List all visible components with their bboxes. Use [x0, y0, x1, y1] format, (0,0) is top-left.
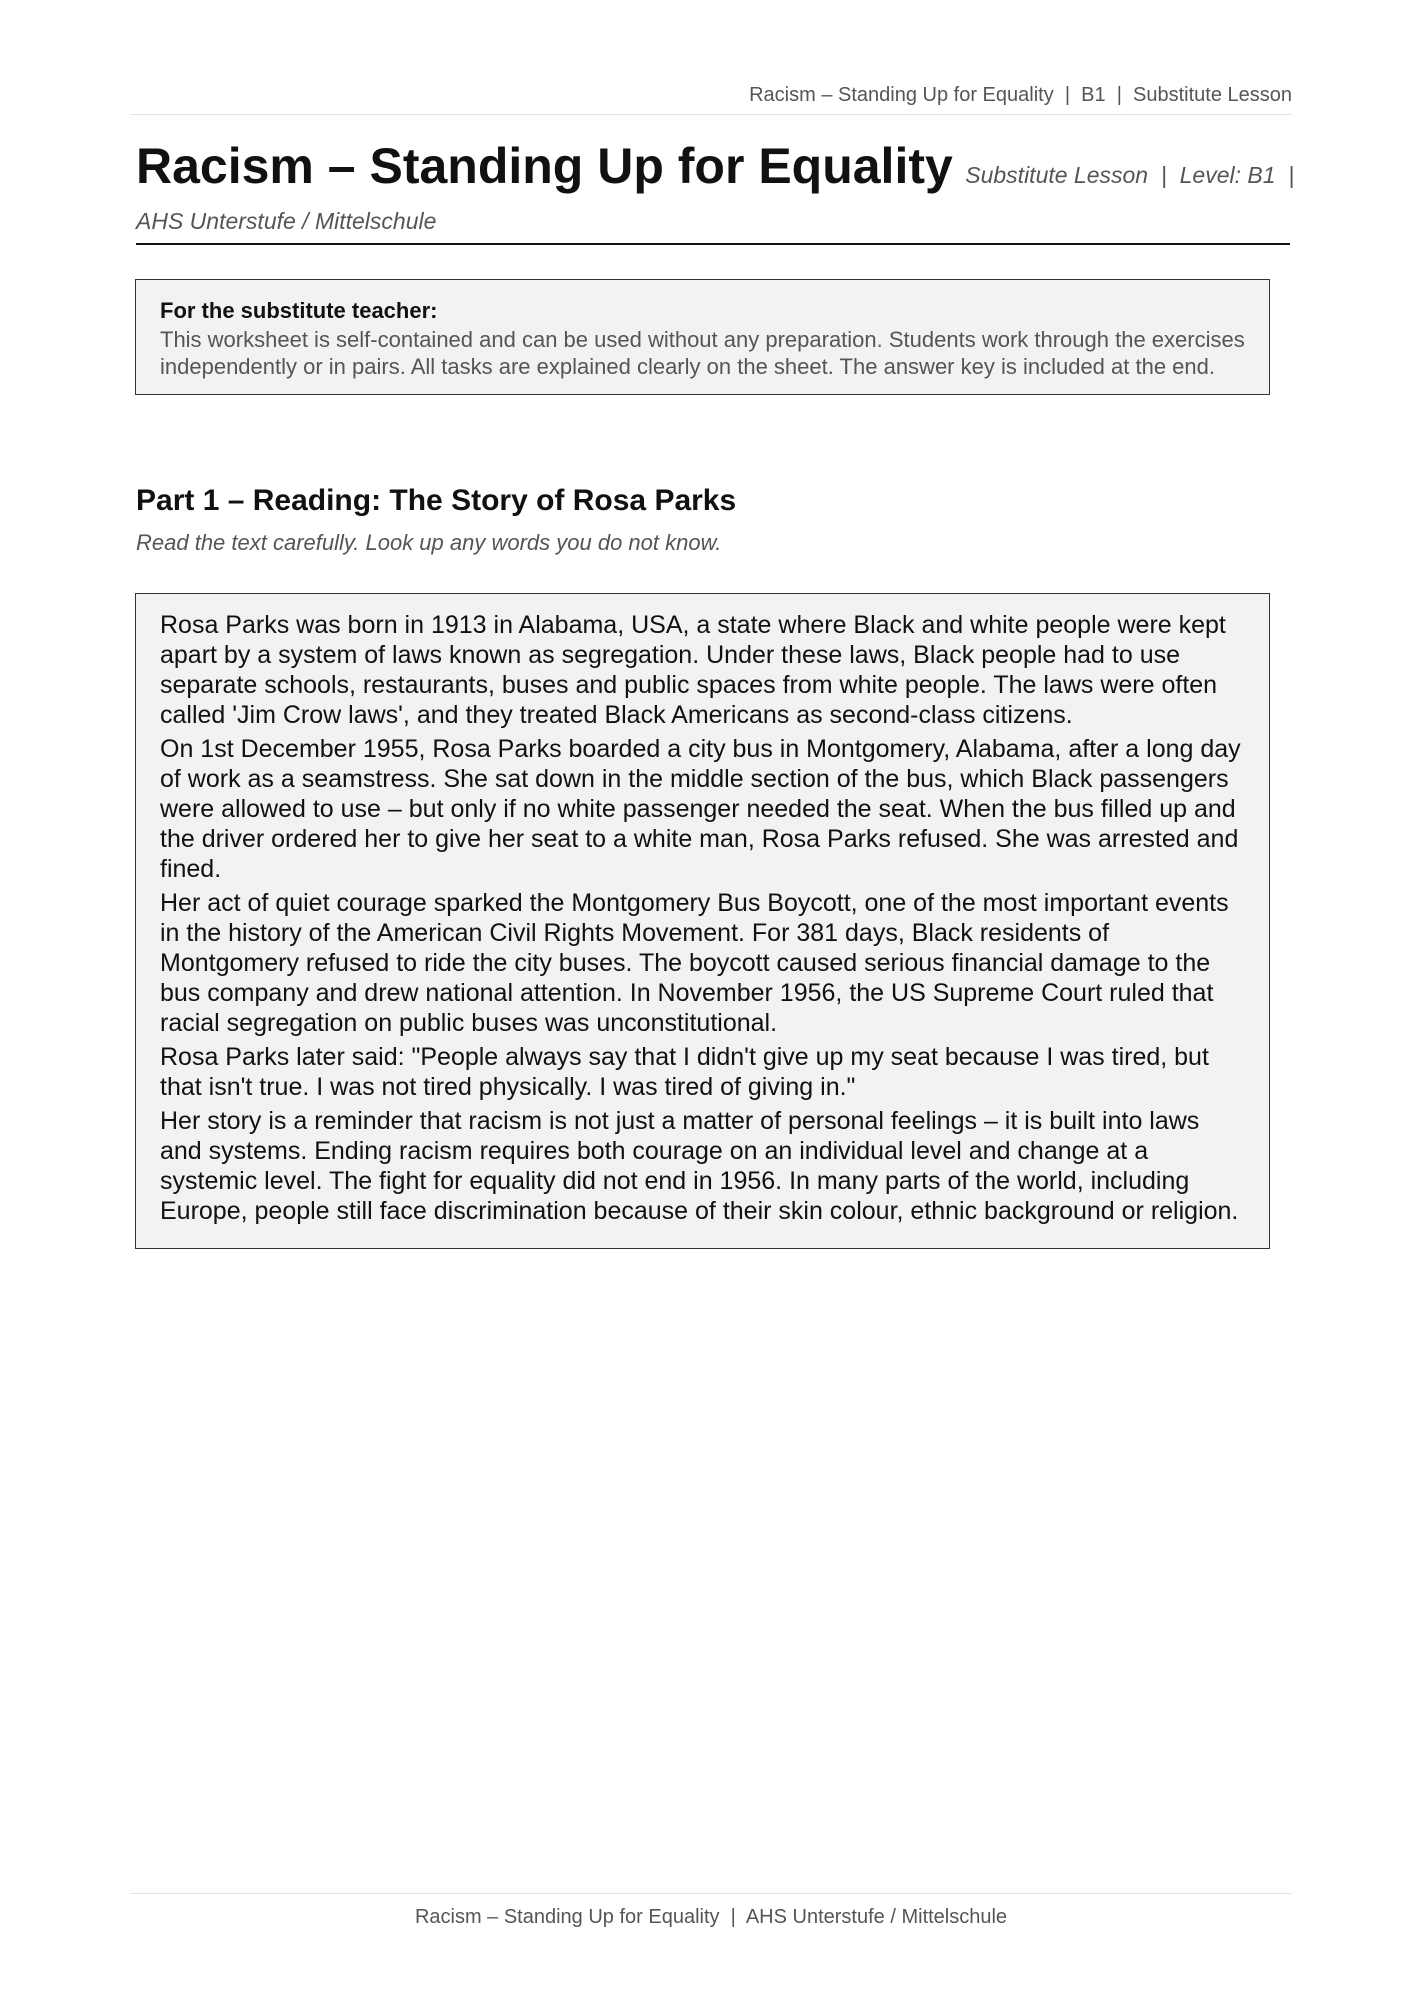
reading-paragraph: Her story is a reminder that racism is not just a matter of personal feelings – it is built into laws and systems. Ending racism requires both courage on an individual level and change at a systemic level. The fight for equality did not end in 1956. In many parts of the world, including Europe, people still face discrimination because of their skin colour, ethnic background or religion. [160, 1107, 1239, 1225]
running-header [130, 84, 1292, 115]
page-title: Racism – Standing Up for Equality [136, 138, 953, 194]
running-footer [130, 1893, 1292, 1929]
title-block [136, 138, 1295, 245]
teacher-note-body: This worksheet is self-contained and can be used without any preparation. Students work through the exercises independently or in pairs. All tasks are explained clearly on the sheet. The answer key is included at the end. [160, 327, 1245, 379]
reading-paragraph: Her act of quiet courage sparked the Montgomery Bus Boycott, one of the most important events in the history of the American Civil Rights Movement. For 381 days, Black residents of Montgomery refused to ride the city buses. The boycott caused serious financial damage to the bus company and drew national attention. In November 1956, the US Supreme Court ruled that racial segregation on public buses was unconstitutional. [160, 889, 1229, 1037]
teacher-note-box [135, 279, 1270, 395]
reading-text-box [135, 593, 1270, 1249]
title-meta-school: AHS Unterstufe / Mittelschule [136, 208, 437, 234]
reading-paragraph: Rosa Parks was born in 1913 in Alabama, USA, a state where Black and white people were kept apart by a system of laws known as segregation. Under these laws, Black people had to use separate schools, restaurants, buses and public spaces from white people. The laws were often called 'Jim Crow laws', and they treated Black Americans as second-class citizens. [160, 611, 1226, 729]
reading-paragraph: Rosa Parks later said: "People always say that I didn't give up my seat because I was tired, but that isn't true. I was not tired physically. I was tired of giving in." [160, 1043, 1209, 1101]
teacher-note-heading: For the substitute teacher: [160, 298, 438, 323]
title-meta: Substitute Lesson | Level: B1 | [965, 162, 1295, 188]
part1-heading: Part 1 – Reading: The Story of Rosa Parks [136, 484, 737, 517]
title-line [136, 138, 1295, 207]
running-footer-text: Racism – Standing Up for Equality | AHS Unterstufe / Mittelschule [414, 1906, 1008, 1928]
reading-paragraph: On 1st December 1955, Rosa Parks boarded a city bus in Montgomery, Alabama, after a long day of work as a seamstress. She sat down in the middle section of the bus, which Black passengers were allowed to use – but only if no white passenger needed the seat. When the bus filled up and the driver ordered her to give her seat to a white man, Rosa Parks refused. She was arrested and fined. [160, 735, 1241, 883]
running-header-text: Racism – Standing Up for Equality | B1 | Substitute Lesson [749, 84, 1292, 106]
part1-instruction: Read the text carefully. Look up any words you do not know. [136, 530, 722, 555]
